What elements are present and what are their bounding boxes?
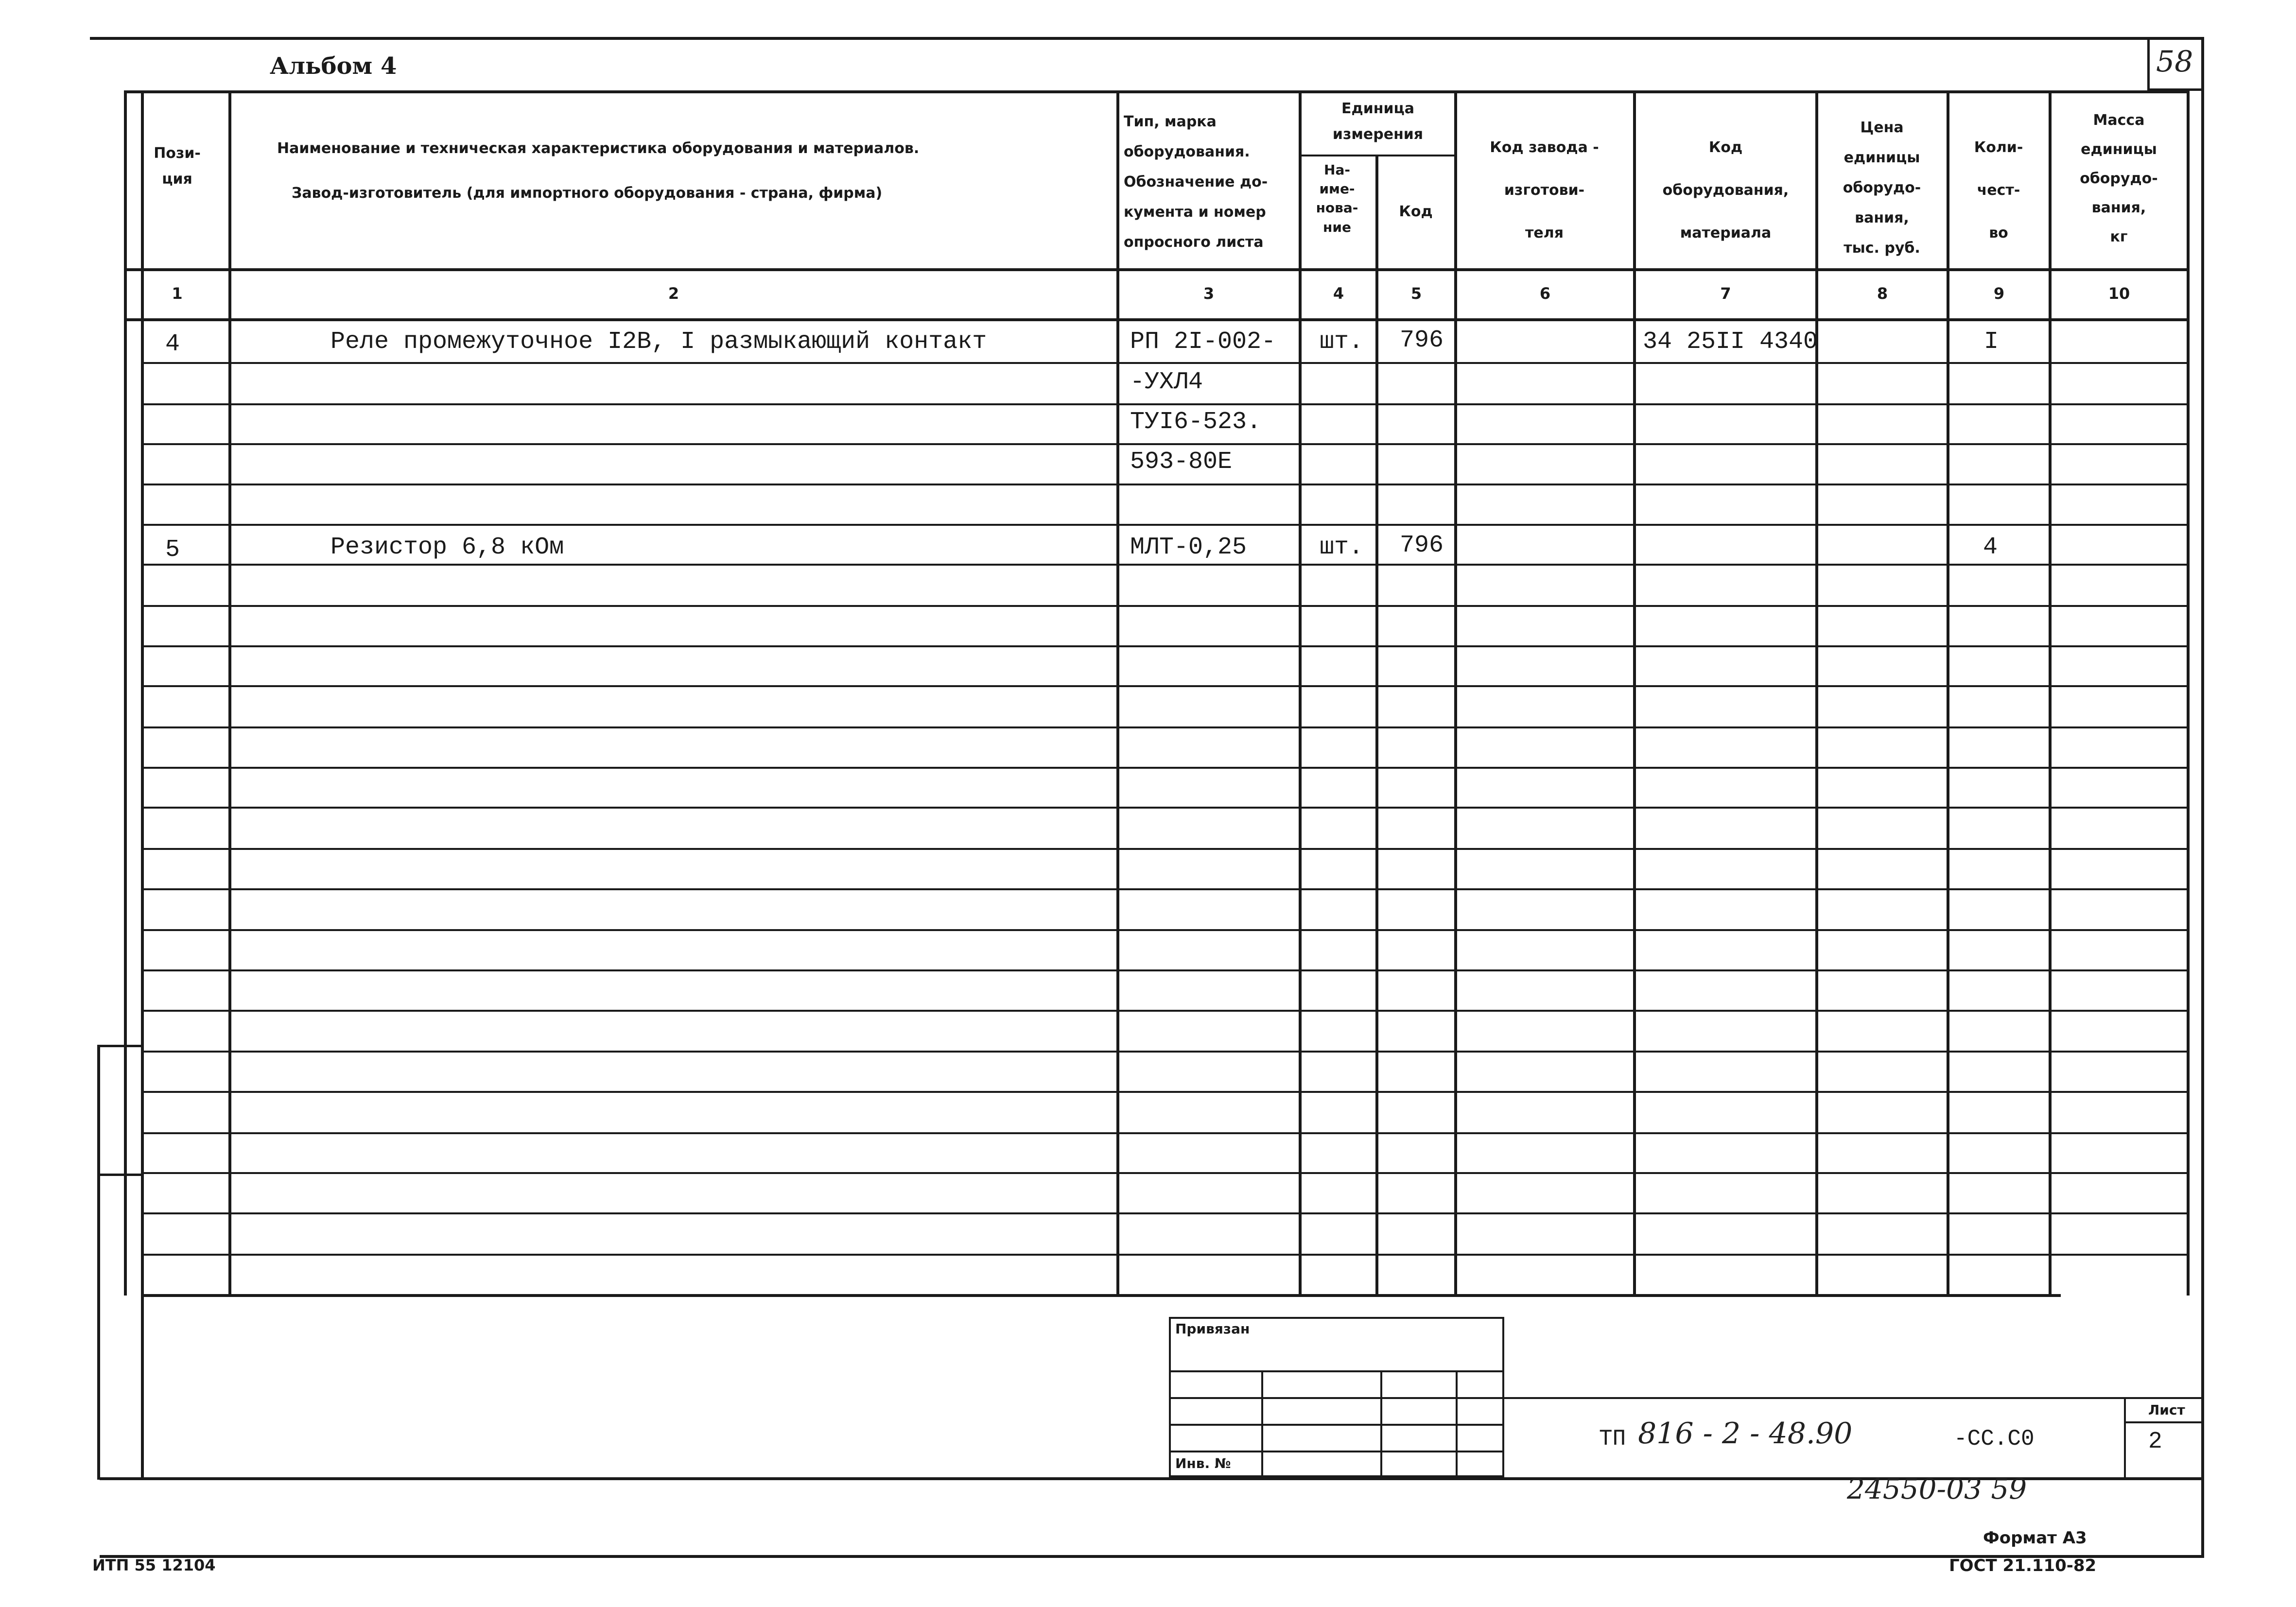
stamp-hline-1 xyxy=(1169,1370,1504,1372)
header-col3: Тип, марка оборудования. Обозначение до- кумента и номер опросного листа xyxy=(1124,113,1268,251)
row-1-position: 4 xyxy=(165,330,180,358)
doc-code-suffix: -CC.C0 xyxy=(1954,1426,2035,1451)
row-divider-line xyxy=(141,1010,2190,1012)
row-1-type: РП 2I-002- xyxy=(1130,328,1276,356)
binding-stamp-label: Привязан xyxy=(1175,1321,1250,1337)
sheet-box-divider xyxy=(2124,1421,2201,1423)
col-line-7 xyxy=(1815,90,1818,1296)
row-divider-line xyxy=(141,807,2190,809)
frame-top-line xyxy=(90,37,2204,40)
page-number: 58 xyxy=(2156,45,2193,79)
sheet-label: Лист xyxy=(2148,1402,2185,1418)
col-line-9 xyxy=(2049,90,2052,1296)
row-6-position: 5 xyxy=(165,536,180,564)
col-number-1: 1 xyxy=(172,284,183,303)
header-col1: Пози- ция xyxy=(154,145,201,188)
inventory-stamp-label: Инв. № xyxy=(1175,1455,1231,1471)
row-divider-line xyxy=(141,1172,2190,1174)
col-number-9: 9 xyxy=(1993,284,2005,303)
row-6-quantity: 4 xyxy=(1983,534,1998,561)
row-divider-line xyxy=(141,645,2190,647)
header-col2-line2: Завод-изготовитель (для импортного оборудования - страна, фирма) xyxy=(292,185,883,202)
col-number-8: 8 xyxy=(1877,284,1888,303)
col-number-6: 6 xyxy=(1539,284,1551,303)
col-line-2 xyxy=(1116,90,1119,1296)
row-1-unit-code: 796 xyxy=(1400,327,1444,354)
stamp-hline-4 xyxy=(1169,1451,1504,1452)
col-number-5: 5 xyxy=(1410,284,1422,303)
row-6-unit: шт. xyxy=(1320,534,1364,561)
gost-label: ГОСТ 21.110-82 xyxy=(1949,1556,2097,1575)
stamp-vline-1 xyxy=(1261,1370,1263,1477)
margin-strip-line-1 xyxy=(97,1045,100,1477)
col-line-10 xyxy=(2187,90,2190,1296)
col-line-3 xyxy=(1299,90,1302,1296)
row-6-unit-code: 796 xyxy=(1400,532,1444,559)
col-line-5 xyxy=(1454,90,1457,1296)
row-3-type: ТУI6-523. xyxy=(1130,408,1262,436)
row-divider-line xyxy=(141,929,2190,931)
margin-strip-line-3 xyxy=(97,1174,143,1176)
row-divider-line xyxy=(141,403,2190,405)
header-unit-group: Единица измерения xyxy=(1332,100,1424,143)
header-col7: Код оборудования, материала xyxy=(1662,139,1789,242)
row-divider-line xyxy=(141,767,2190,769)
row-divider-line xyxy=(141,888,2190,890)
row-divider-line xyxy=(141,685,2190,687)
row-divider-line xyxy=(141,1091,2190,1093)
row-4-type: 593-80Е xyxy=(1130,448,1233,476)
row-1-equipment-code: 34 25II 4340 xyxy=(1643,328,1818,356)
header-col10: Масса единицы оборудо- вания, кг xyxy=(2080,112,2158,245)
header-col2-line1: Наименование и техническая характеристика оборудования и материалов. xyxy=(277,140,920,157)
row-divider-line xyxy=(141,605,2190,607)
frame-bottom-line xyxy=(100,1555,2204,1558)
header-col8: Цена единицы оборудо- вания, тыс. руб. xyxy=(1843,119,1921,257)
row-1-quantity: I xyxy=(1984,328,1999,356)
row-2-type: -УХЛ4 xyxy=(1130,368,1203,396)
sheet-number: 2 xyxy=(2148,1429,2162,1455)
row-divider-line xyxy=(141,362,2190,364)
col-line-8 xyxy=(1947,90,1949,1296)
stamp-hline-2 xyxy=(1169,1397,1504,1399)
row-divider-line xyxy=(141,564,2190,566)
row-6-type: МЛТ-0,25 xyxy=(1130,534,1247,561)
row-divider-line xyxy=(141,848,2190,850)
col-number-3: 3 xyxy=(1203,284,1215,303)
stamp-vline-3 xyxy=(1456,1370,1458,1477)
header-col6: Код завода - изготови- теля xyxy=(1490,139,1599,242)
col-number-7: 7 xyxy=(1720,284,1731,303)
col-number-4: 4 xyxy=(1333,284,1344,303)
col-line-4 xyxy=(1375,155,1378,1296)
col-line-6 xyxy=(1633,90,1636,1296)
row-divider-line xyxy=(141,726,2190,728)
row-6-name: Резистор 6,8 кОм xyxy=(330,534,564,561)
row-divider-line xyxy=(141,1051,2190,1053)
album-title: Альбом 4 xyxy=(270,52,397,80)
stamp-hline-3 xyxy=(1169,1424,1504,1426)
row-divider-line xyxy=(141,1254,2190,1256)
col-number-10: 10 xyxy=(2108,284,2130,303)
col-line-0 xyxy=(124,90,127,1296)
header-col5: Код xyxy=(1399,203,1433,220)
frame-right-line xyxy=(2201,37,2204,1558)
row-divider-line xyxy=(141,524,2190,526)
row-divider-line xyxy=(141,484,2190,485)
stamp-vline-2 xyxy=(1380,1370,1382,1477)
numbers-bottom-line xyxy=(124,318,2190,321)
inventory-number: 24550-03 59 xyxy=(1847,1472,2027,1505)
col-line-1 xyxy=(228,90,231,1296)
doc-code-handwritten: 816 - 2 - 48.90 xyxy=(1638,1417,1853,1451)
row-1-unit: шт. xyxy=(1320,328,1364,356)
margin-strip-line-2 xyxy=(97,1045,143,1047)
doc-code-prefix: ТП xyxy=(1599,1426,1626,1451)
table-bottom-line xyxy=(141,1294,2061,1297)
table-top-line xyxy=(124,90,2190,93)
header-col4: На- име- нова- ние xyxy=(1316,162,1358,235)
format-label: Формат А3 xyxy=(1983,1528,2087,1548)
row-1-name: Реле промежуточное I2В, I размыкающий контакт xyxy=(330,328,987,356)
code-area-top xyxy=(1504,1397,2204,1399)
row-divider-line xyxy=(141,1132,2190,1134)
col-number-2: 2 xyxy=(668,284,679,303)
printer-label: ИТП 55 12104 xyxy=(92,1556,216,1574)
header-col9: Коли- чест- во xyxy=(1974,139,2023,242)
row-divider-line xyxy=(141,443,2190,445)
header-bottom-line xyxy=(124,268,2190,271)
row-divider-line xyxy=(141,969,2190,971)
row-divider-line xyxy=(141,1212,2190,1214)
